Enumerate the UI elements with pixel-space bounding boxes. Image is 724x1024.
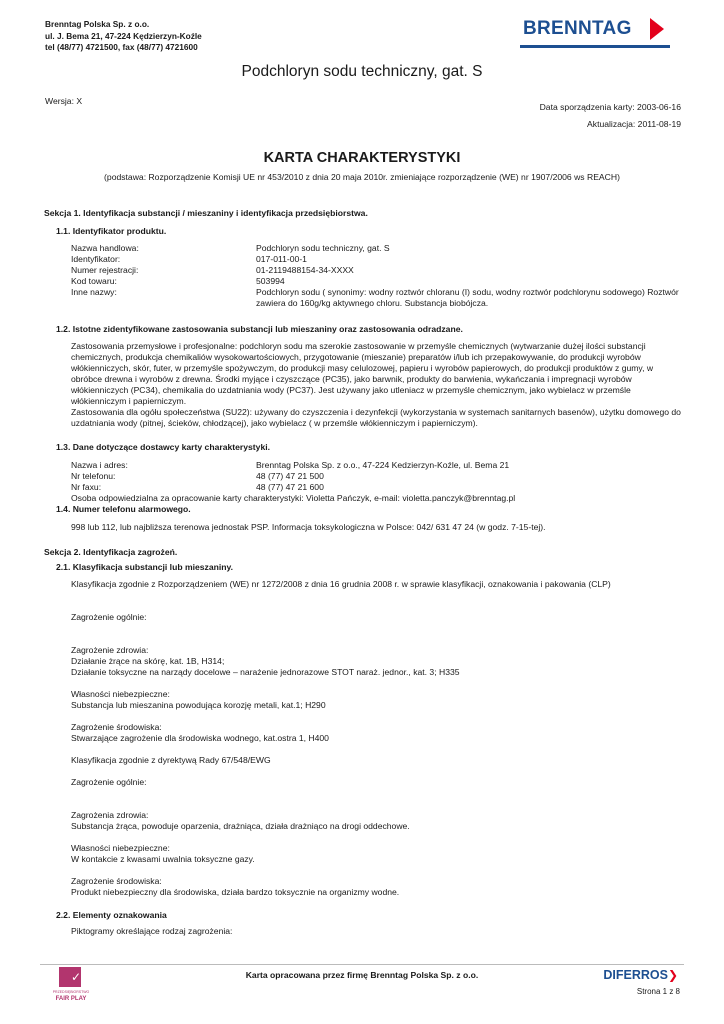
clp-general-hazard: Zagrożenie ogólnie: <box>71 612 147 622</box>
fair-play-text: FAIR PLAY <box>55 996 87 1002</box>
version-label: Wersja: X <box>45 96 83 106</box>
product-title: Podchloryn sodu techniczny, gat. S <box>241 63 483 80</box>
clp-health-title: Zagrożenie zdrowia: <box>71 645 149 655</box>
row-key: Kod towaru: <box>71 276 117 286</box>
section-2-1-heading: 2.1. Klasyfikacja substancji lub mieszaniny. <box>56 562 234 572</box>
dsd-intro: Klasyfikacja zgodnie z dyrektywą Rady 67/548/EWG <box>71 755 271 765</box>
row-key: Nr telefonu: <box>71 471 116 481</box>
fair-play-caption: PRZEDSIĘBIORSTWO <box>52 990 90 994</box>
table-row <box>71 243 686 254</box>
product-identifier-table <box>71 243 686 309</box>
section2-heading: Sekcja 2. Identyfikacja zagrożeń. <box>44 547 178 557</box>
clp-physical-title: Własności niebezpieczne: <box>71 689 170 699</box>
dsd-physical-title: Własności niebezpieczne: <box>71 843 170 853</box>
clp-environment-title: Zagrożenie środowiska: <box>71 722 162 732</box>
row-key: Numer rejestracji: <box>71 265 139 275</box>
table-row <box>71 287 686 309</box>
dsd-environment-line: Produkt niebezpieczny dla środowiska, działa bardzo toksycznie na organizmy wodne. <box>71 887 400 897</box>
table-row <box>71 276 686 287</box>
diferros-logo <box>603 968 678 982</box>
industrial-uses-text: Zastosowania przemysłowe i profesjonalne: podchloryn sodu ma szerokie zastosowanie w przemyśle chemicznych (wytwarzanie dużej ilości substancji chemicznych, produkcja chemikaliów wysokowartościowych, przygotowanie (mieszanie) preparatów i/lub ich przepakowywanie, do produkcji wyrobów włókienniczych, skór, futer, w przemyśle spożywczym, do produkcji masy celulozowej, papieru i wyrobów papierowych, do produkcji produktów z gumy, w obróbce drewna i wyrobów z drewna. Środki myjące i czyszczące (PC35), jako barwnik, produkty do barwienia, wykańczania i impregnacji wyrobów włókienniczych (PC34), chemikalia do uzdatniania wody (PC37). Jest używany jako utleniacz w przemyśle chemicznym, jako wybielacz w przemśle włókienniczym i papierniczym. <box>71 341 654 406</box>
diferros-logo-text: DIFERROS <box>603 968 668 982</box>
clp-health-line: Działanie toksyczne na narządy docelowe – narażenie jednorazowe STOT naraż. jednor., kat. 3; H335 <box>71 667 460 677</box>
section-1-4-heading: 1.4. Numer telefonu alarmowego. <box>56 504 191 514</box>
table-row <box>71 471 686 482</box>
dsd-physical-line: W kontakcie z kwasami uwalnia toksyczne gazy. <box>71 854 255 864</box>
row-key: Identyfikator: <box>71 254 121 264</box>
company-name: Brenntag Polska Sp. z o.o. <box>45 19 150 29</box>
row-key: Nazwa handlowa: <box>71 243 139 253</box>
row-value: 01-2119488154-34-XXXX <box>256 265 354 275</box>
company-phone: tel (48/77) 4721500, fax (48/77) 4721600 <box>45 42 198 52</box>
date-created: Data sporządzenia karty: 2003-06-16 <box>539 102 681 112</box>
section-1-3-heading: 1.3. Dane dotyczące dostawcy karty charakterystyki. <box>56 442 271 452</box>
footer-credit: Karta opracowana przez firmę Brenntag Polska Sp. z o.o. <box>245 970 479 980</box>
table-row <box>71 482 686 493</box>
responsible-person: Osoba odpowiedzialna za opracowanie karty charakterystyki: Violetta Pańczyk, e-mail: violetta.panczyk@brenntag.pl <box>71 493 516 503</box>
clp-health-line: Działanie żrące na skórę, kat. 1B, H314; <box>71 656 225 666</box>
fair-play-icon: ✓ <box>59 967 81 987</box>
row-key: Nr faxu: <box>71 482 102 492</box>
pictograms-label: Piktogramy określające rodzaj zagrożenia: <box>71 926 233 936</box>
row-key: Inne nazwy: <box>71 287 117 297</box>
date-updated: Aktualizacja: 2011-08-19 <box>587 119 681 129</box>
row-value: 48 (77) 47 21 500 <box>256 471 324 481</box>
supplier-table <box>71 460 686 493</box>
row-value: 017-011-00-1 <box>256 254 307 264</box>
row-value: Podchloryn sodu techniczny, gat. S <box>256 243 390 253</box>
row-value: 48 (77) 47 21 600 <box>256 482 324 492</box>
row-value: Brenntag Polska Sp. z o.o., 47-224 Kedzierzyn-Koźle, ul. Bema 21 <box>256 460 510 470</box>
clp-intro: Klasyfikacja zgodnie z Rozporządzeniem (WE) nr 1272/2008 z dnia 16 grudnia 2008 r. w sprawie klasyfikacji, oznakowania i pakowania (CLP) <box>71 579 611 589</box>
footer-divider <box>40 964 684 965</box>
row-value: Podchloryn sodu ( synonimy: wodny roztwór chloranu (I) sodu, wodny roztwór podchlorynu sodowego) Roztwór zawiera do 160g/kg aktywnego chloru. Substancja biobójcza. <box>256 287 679 308</box>
dsd-health-line: Substancja żrąca, powoduje oparzenia, drażniąca, działa drażniąco na drogi oddechowe. <box>71 821 410 831</box>
row-value: 503994 <box>256 276 285 286</box>
clp-environment-line: Stwarzające zagrożenie dla środowiska wodnego, kat.ostra 1, H400 <box>71 733 329 743</box>
brenntag-logo-text: BRENNTAG <box>523 18 632 39</box>
dsd-general-hazard: Zagrożenie ogólnie: <box>71 777 147 787</box>
section1-heading: Sekcja 1. Identyfikacja substancji / mieszaniny i identyfikacja przedsiębiorstwa. <box>44 208 368 218</box>
table-row <box>71 265 686 276</box>
row-key: Nazwa i adres: <box>71 460 128 470</box>
company-address: ul. J. Bema 21, 47-224 Kędzierzyn-Koźle <box>45 30 202 41</box>
section-1-2-heading: 1.2. Istotne zidentyfikowane zastosowania substancji lub mieszaniny oraz zastosowania odradzane. <box>56 324 463 334</box>
dsd-health-title: Zagrożenia zdrowia: <box>71 810 149 820</box>
emergency-phone-text: 998 lub 112, lub najbliższa terenowa jednostak PSP. Informacja toksykologiczna w Polsce: 042/ 631 47 24 (w godz. 7-15-tej). <box>71 522 546 532</box>
section-2-2-heading: 2.2. Elementy oznakowania <box>56 910 167 920</box>
consumer-uses-text: Zastosowania dla ogółu społeczeństwa (SU22): używany do czyszczenia i dezynfekcji (wykorzystania w systemach sanitarnych basenów), użytku domowego do uzdatniania wody (pitnej, ścieków, chłodzącej), jako wybielacz ( w przemśle włókienniczym i papierniczym). <box>71 407 681 428</box>
clp-physical-line: Substancja lub mieszanina powodująca korozję metali, kat.1; H290 <box>71 700 326 710</box>
table-row <box>71 254 686 265</box>
diferros-arrow-icon: ❯ <box>667 968 678 982</box>
page-number: Strona 1 z 8 <box>636 987 680 996</box>
main-title: KARTA CHARAKTERYSTYKI <box>263 150 461 166</box>
section-1-1-heading: 1.1. Identyfikator produktu. <box>56 226 167 236</box>
legal-basis: (podstawa: Rozporządzenie Komisji UE nr 453/2010 z dnia 20 maja 2010r. zmieniające rozporządzenie (WE) nr 1907/2006 ws REACH) <box>104 172 620 182</box>
dsd-environment-title: Zagrożenie środowiska: <box>71 876 162 886</box>
table-row <box>71 460 686 471</box>
